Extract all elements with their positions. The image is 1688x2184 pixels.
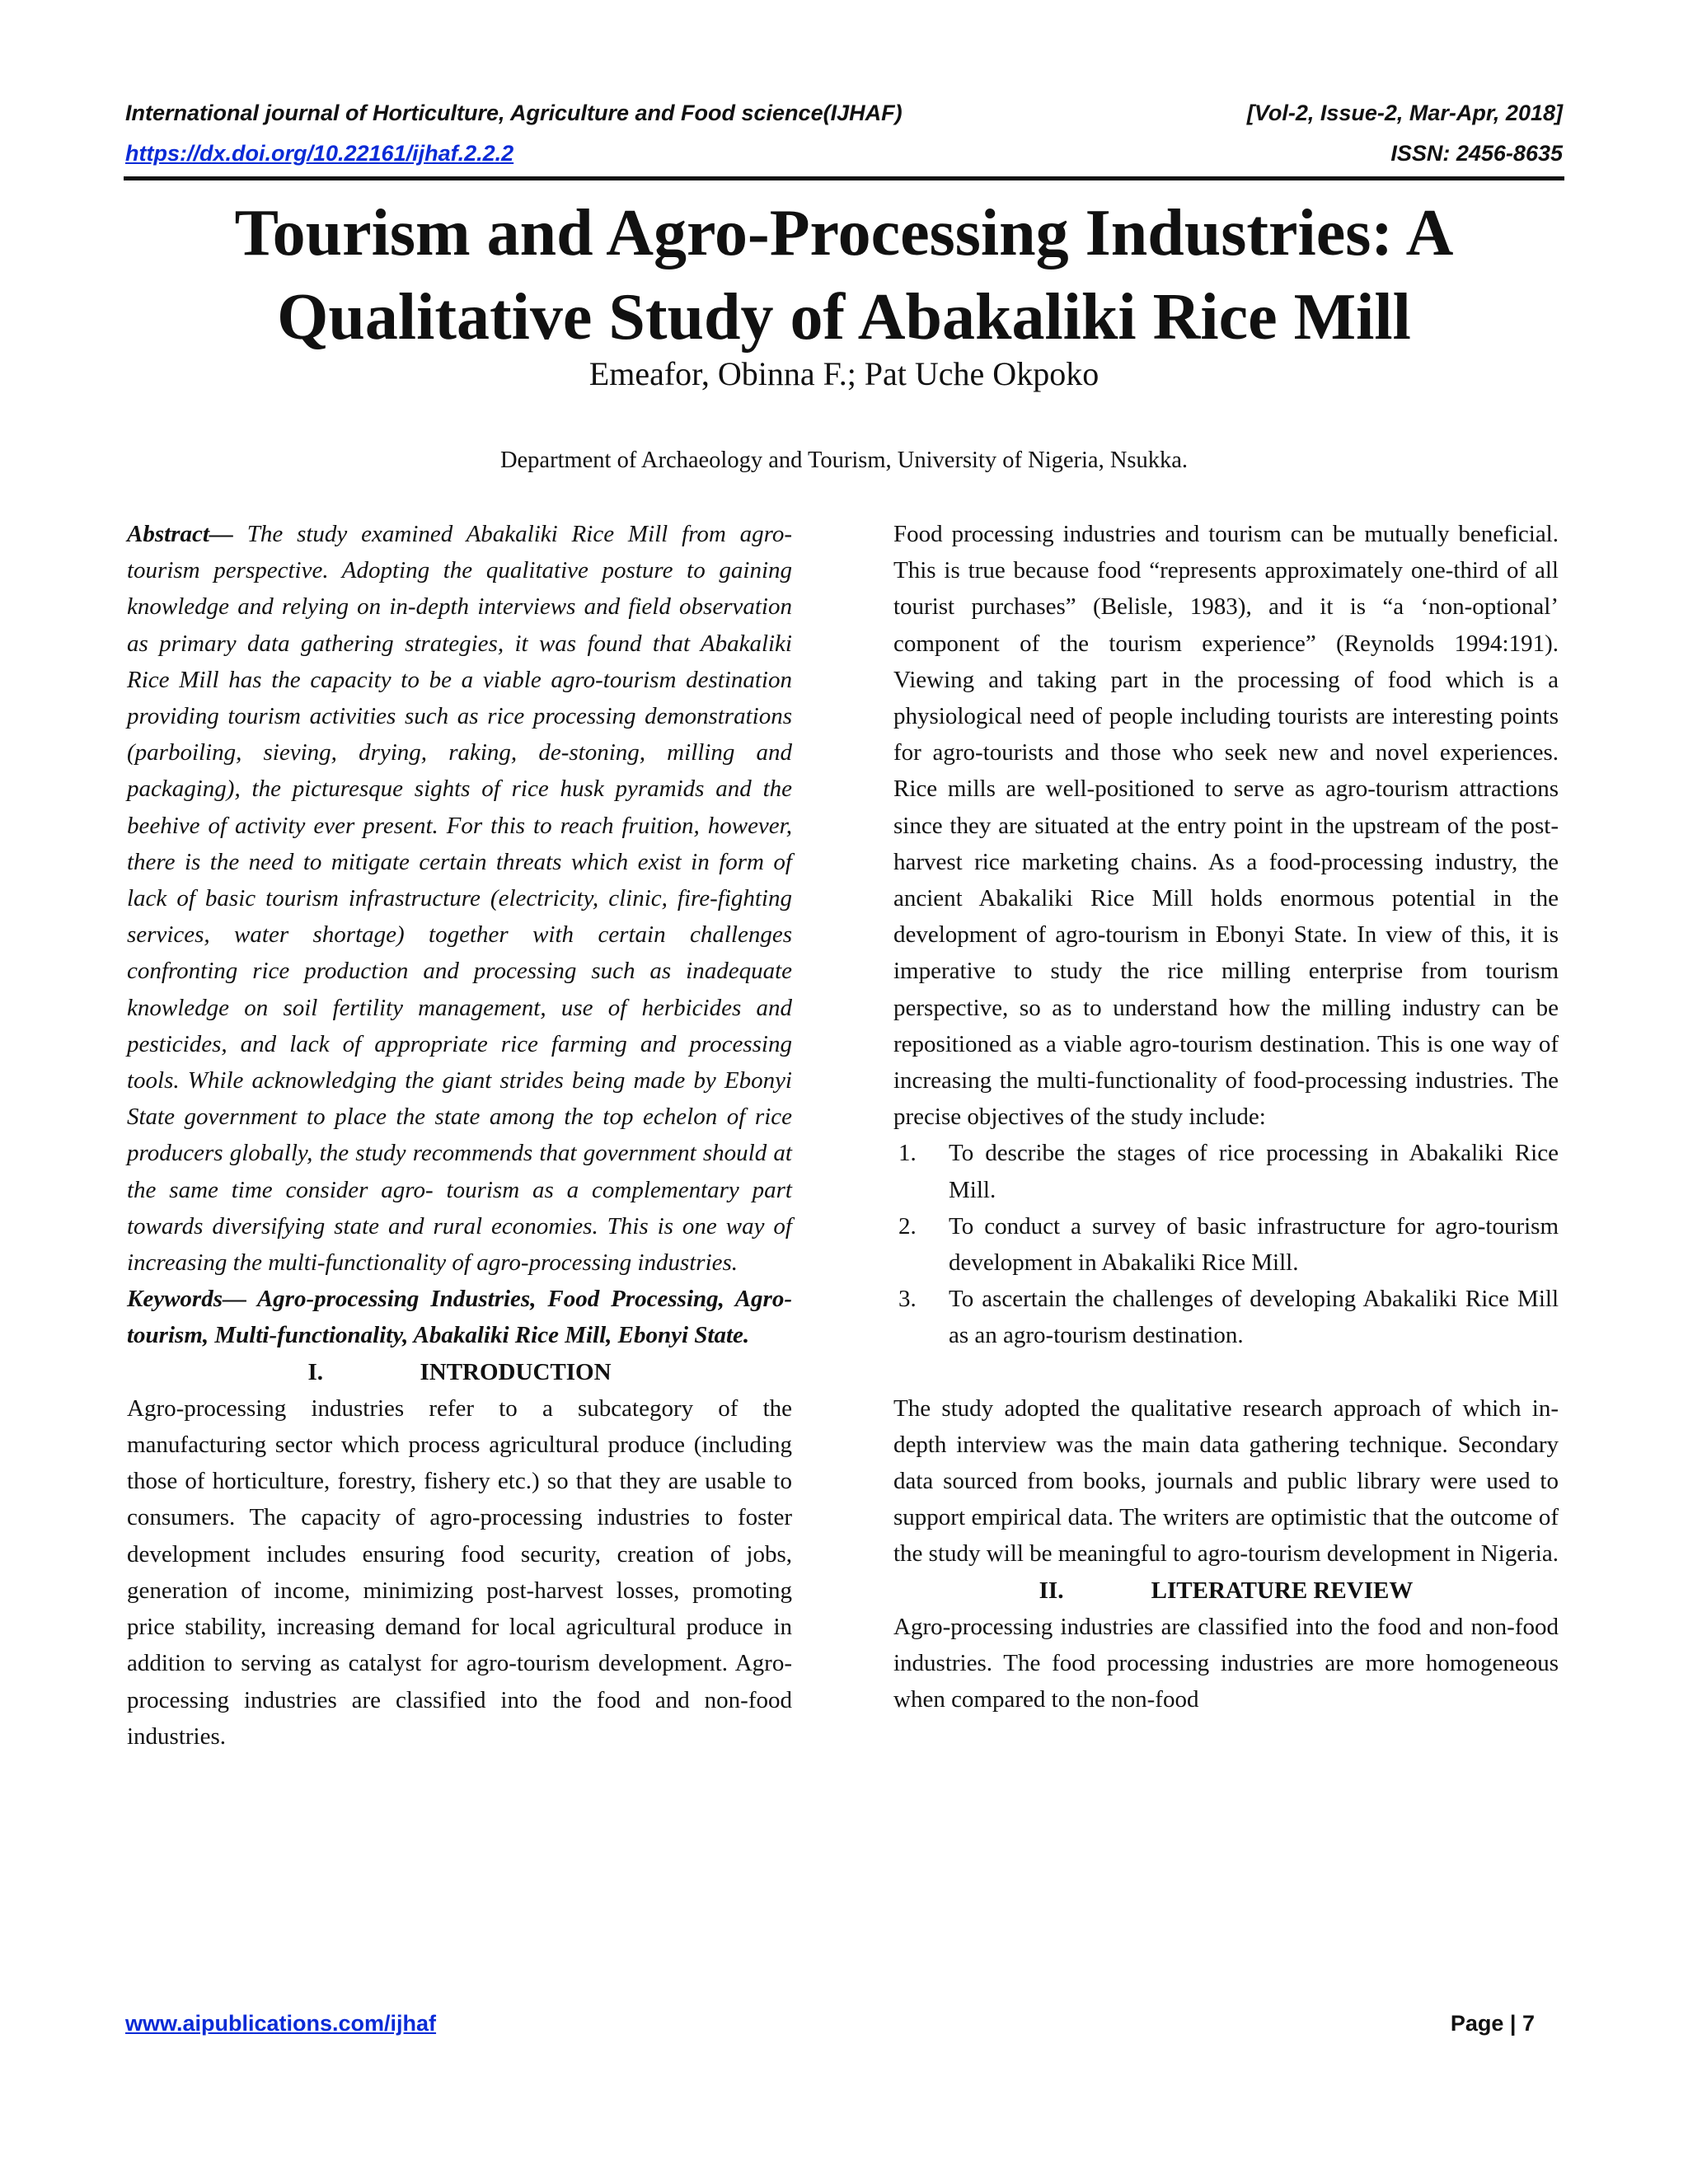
section-heading-introduction	[127, 1354, 792, 1390]
spacer	[893, 1354, 1559, 1390]
volume-issue: [Vol-2, Issue-2, Mar-Apr, 2018]	[1246, 101, 1563, 125]
affiliation: Department of Archaeology and Tourism, University of Nigeria, Nsukka.	[499, 448, 1189, 473]
section-title: INTRODUCTION	[420, 1358, 612, 1385]
issn: ISSN: 2456-8635	[1390, 141, 1563, 166]
section-number: II.	[1039, 1577, 1064, 1604]
page-number: Page | 7	[1450, 2011, 1535, 2036]
abstract	[127, 516, 792, 1281]
intro-paragraph-2: Food processing industries and tourism can be mutually beneficial. This is true because food “represents approximately one-third of all tourist purchases” (Belisle, 1983), and it is “a ‘non-optional’ component of the tourism experience” (Reynolds 1994:191). Viewing and taking part in the processing of food which is a physiological need of people including tourists are interesting points for agro-tourists and those who seek new and novel experiences. Rice mills are well-positioned to serve as agro-tourism attractions since they are situated at the entry point in the upstream of the post-harvest rice marketing chains. As a food-processing industry, the ancient Abakaliki Rice Mill holds enormous potential in the development of agro-tourism in Ebonyi State. In view of this, it is imperative to study the rice milling enterprise from tourism perspective, so as to understand how the milling industry can be repositioned as a viable agro-tourism destination. This is one way of increasing the multi-functionality of food-processing industries. The precise objectives of the study include:	[893, 521, 1559, 1131]
title-line-1: Tourism and Agro-Processing Industries: A	[234, 197, 1454, 269]
section-number: I.	[307, 1358, 324, 1385]
publisher-link[interactable]: www.aipublications.com/ijhaf	[125, 2011, 437, 2036]
journal-name: International journal of Horticulture, Agriculture and Food science(IJHAF)	[125, 101, 903, 125]
right-column	[893, 516, 1559, 1718]
intro-paragraph-1: Agro-processing industries refer to a subcategory of the manufacturing sector which process agricultural produce (including those of horticulture, forestry, fishery etc.) so that they are usable to consumers. The capacity of agro-processing industries to foster development includes ensuring food security, creation of jobs, generation of income, minimizing post-harvest losses, promoting price stability, increasing demand for local agricultural produce in addition to serving as catalyst for agro-tourism development. Agro-processing industries are classified into the food and non-food industries.	[127, 1394, 792, 1750]
running-header-top	[125, 101, 1563, 126]
intro-paragraph-3: The study adopted the qualitative research approach of which in-depth interview was the main data gathering technique. Secondary data sourced from books, journals and public library were used to support empirical data. The writers are optimistic that the outcome of the study will be meaningful to agro-tourism development in Nigeria.	[893, 1394, 1559, 1568]
section-heading-literature-review	[893, 1572, 1559, 1609]
objectives-list	[893, 1135, 1559, 1353]
header-rule	[124, 176, 1564, 180]
paper-title	[124, 191, 1564, 359]
left-column	[127, 516, 792, 1755]
objective-item: 2. To conduct a survey of basic infrastructure for agro-tourism development in Abakaliki Rice Mill.	[898, 1212, 1559, 1277]
page-footer	[125, 2011, 1535, 2036]
keywords: Keywords— Agro-processing Industries, Food Processing, Agro-tourism, Multi-functionality, Abakaliki Rice Mill, Ebonyi State.	[127, 1286, 792, 1349]
abstract-label: Abstract—	[127, 521, 233, 547]
authors: Emeafor, Obinna F.; Pat Uche Okpoko	[588, 355, 1100, 392]
abstract-text: The study examined Abakaliki Rice Mill from agro-tourism perspective. Adopting the qualitative posture to gaining knowledge and relying on in-depth interviews and field observation as primary data gathering strategies, it was found that Abakaliki Rice Mill has the capacity to be a viable agro-tourism destination providing tourism activities such as rice processing demonstrations (parboiling, sieving, drying, raking, de-stoning, milling and packaging), the picturesque sights of rice husk pyramids and the beehive of activity ever present. For this to reach fruition, however, there is the need to mitigate certain threats which exist in form of lack of basic tourism infrastructure (electricity, clinic, fire-fighting services, water shortage) together with certain challenges confronting rice production and processing such as inadequate knowledge on soil fertility management, use of herbicides and pesticides, and lack of appropriate rice farming and processing tools. While acknowledging the giant strides being made by Ebonyi State government to place the state among the top echelon of rice producers globally, the study recommends that government should at the same time consider agro- tourism as a complementary part towards diversifying state and rural economies. This is one way of increasing the multi-functionality of agro-processing industries.	[127, 521, 792, 1277]
objective-item: 1. To describe the stages of rice processing in Abakaliki Rice Mill.	[898, 1140, 1559, 1203]
literature-paragraph-1: Agro-processing industries are classified into the food and non-food industries. The food processing industries are more homogeneous when compared to the non-food	[893, 1613, 1559, 1713]
doi-link[interactable]: https://dx.doi.org/10.22161/ijhaf.2.2.2	[125, 141, 514, 166]
objective-item: 3. To ascertain the challenges of developing Abakaliki Rice Mill as an agro-tourism destination.	[898, 1286, 1559, 1349]
running-header-bottom	[125, 141, 1563, 166]
section-title: LITERATURE REVIEW	[1151, 1577, 1414, 1604]
title-line-2: Qualitative Study of Abakaliki Rice Mill	[277, 281, 1411, 354]
